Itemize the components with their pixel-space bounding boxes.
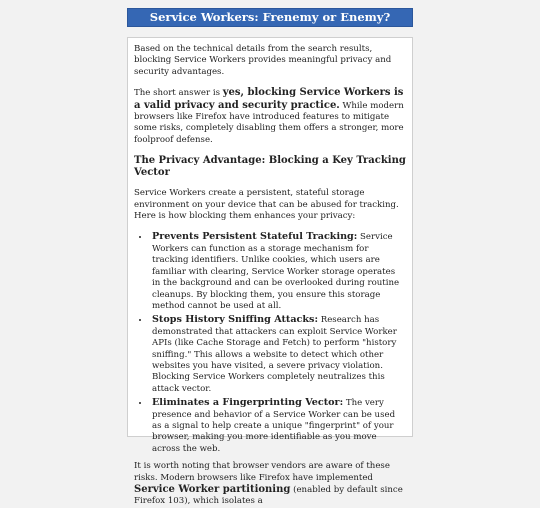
- answer-card: [127, 8, 413, 507]
- short-answer-bold: yes, blocking Service Workers is a valid privacy and security practice.: [134, 87, 404, 111]
- advantage-list: [134, 231, 406, 455]
- intro-paragraph: Based on the technical details from the search results, blocking Service Workers provides meaningful privacy and security advantages.: [134, 44, 392, 77]
- section-heading: The Privacy Advantage: Blocking a Key Tracking Vector: [134, 155, 406, 179]
- list-item: • Eliminates a Fingerprinting Vector: The very presence and behavior of a Service Worker can be used as a signal to help create a unique "fingerprint" of your browser, making you more identifiable as you move across the web.: [150, 397, 406, 455]
- answer-content: [127, 37, 413, 507]
- short-answer-paragraph: The short answer is yes, blocking Service Workers is a valid privacy and security practice. While modern browsers like Firefox have introduced features to mitigate some risks, completely disabling them offers a stronger, more foolproof defense.: [134, 87, 404, 145]
- closing-paragraph: It is worth noting that browser vendors are aware of these risks. Modern browsers like Firefox have implemented Service Worker partitioning (enabled by default since Firefox 103), which isolates a: [134, 461, 403, 507]
- list-item: • Stops History Sniffing Attacks: Research has demonstrated that attackers can exploit Service Worker APIs (like Cache Storage and Fetch) to perform "history sniffing." This allows a website to detect which other websites you have visited, a severe privacy violation. Blocking Service Workers completely neutralizes this attack vector.: [150, 314, 406, 395]
- list-item: • Prevents Persistent Stateful Tracking: Service Workers can function as a storage mechanism for tracking identifiers. Unlike cookies, which users are familiar with clearing, Service Worker storage operates in the background and can be overlooked during routine cleanups. By blocking them, you ensure this storage method cannot be used at all.: [150, 231, 406, 312]
- section-paragraph: Service Workers create a persistent, stateful storage environment on your device that can be abused for tracking. Here is how blocking them enhances your privacy:: [134, 188, 399, 222]
- page-title: Service Workers: Frenemy or Enemy?: [127, 8, 413, 27]
